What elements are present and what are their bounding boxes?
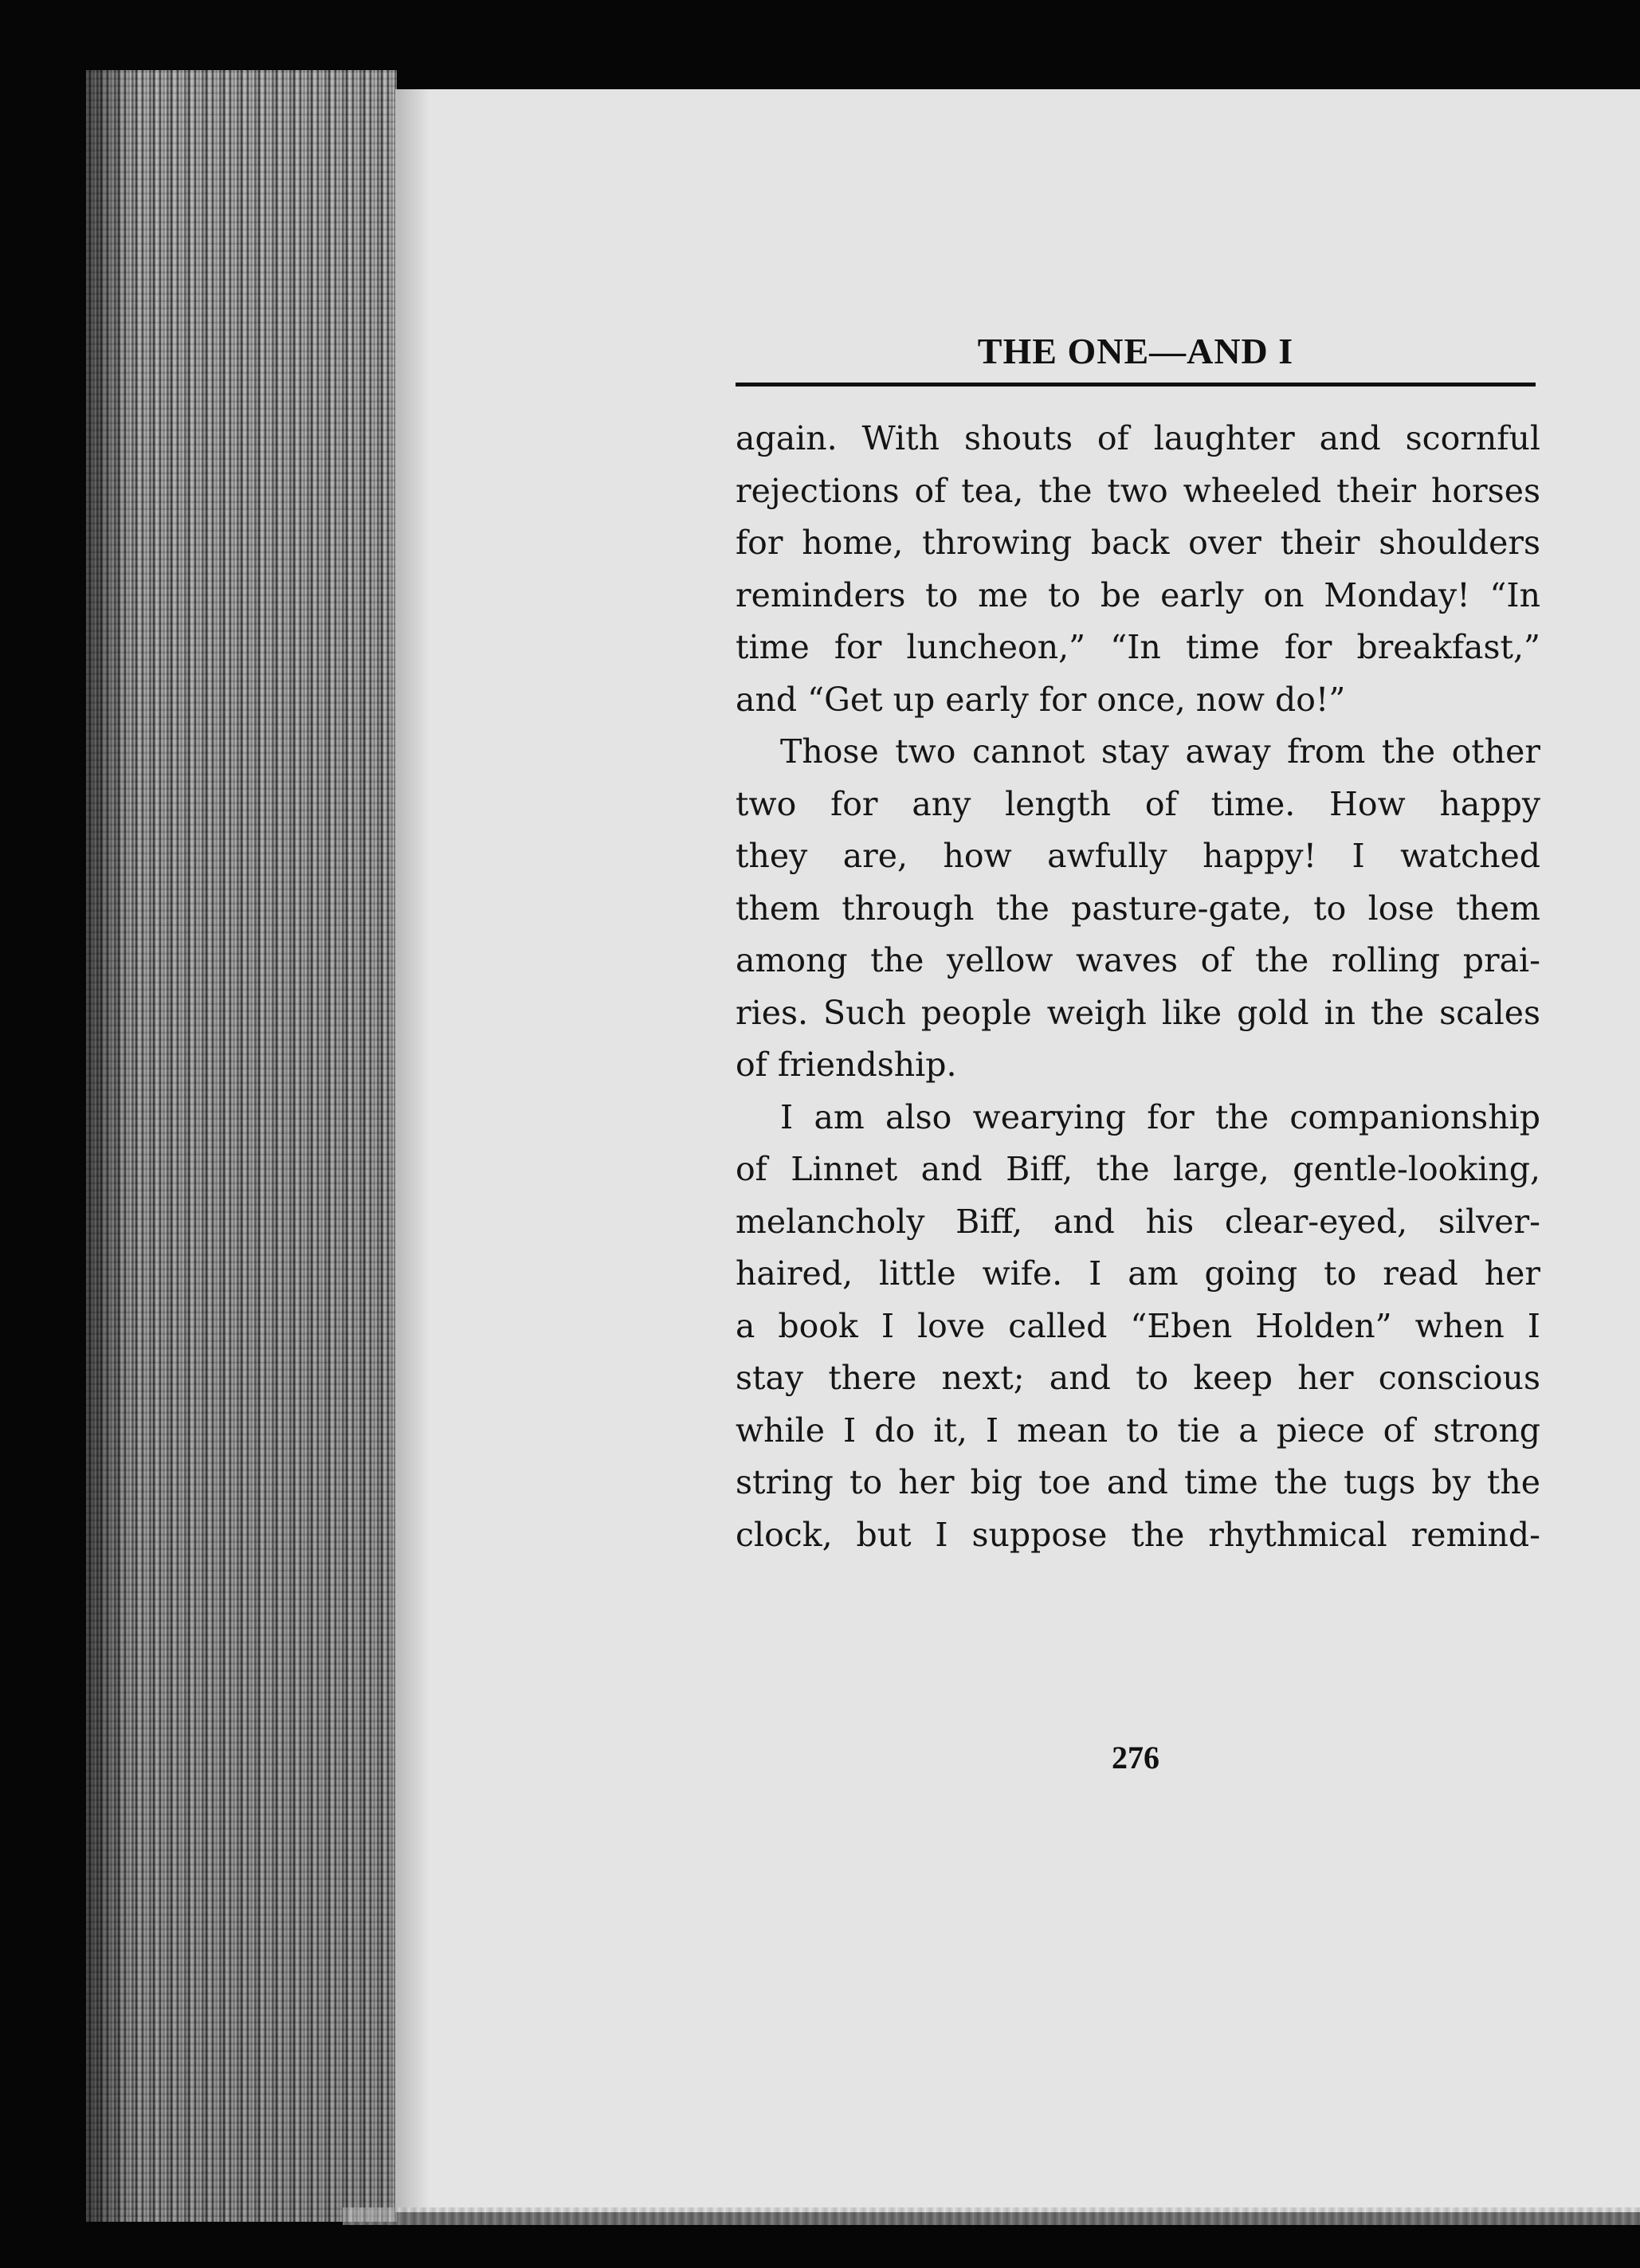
text-line: string to her big toe and time the tugs by the	[736, 1463, 1540, 1501]
text-line: reminders to me to be early on Monday! “In	[736, 575, 1540, 614]
text-line: of Linnet and Biff, the large, gentle-looking,	[736, 1150, 1540, 1188]
text-line: ries. Such people weigh like gold in the scales	[736, 993, 1540, 1032]
text-line: while I do it, I mean to tie a piece of strong	[736, 1411, 1540, 1450]
text-line: Those two cannot stay away from the other	[780, 732, 1540, 771]
body-text	[736, 413, 1540, 1561]
header-rule	[736, 383, 1536, 387]
text-line: haired, little wife. I am going to read her	[736, 1254, 1540, 1293]
text-line: rejections of tea, the two wheeled their horses	[736, 471, 1540, 510]
text-line: they are, how awfully happy! I watched	[736, 837, 1540, 875]
text-line: and “Get up early for once, now do!”	[736, 680, 1346, 719]
bottom-page-edge	[343, 2207, 1640, 2225]
text-line: a book I love called “Eben Holden” when I	[736, 1306, 1540, 1345]
text-line: two for any length of time. How happy	[736, 784, 1540, 823]
text-line: for home, throwing back over their shoulders	[736, 524, 1540, 562]
text-line: of friendship.	[736, 1046, 957, 1084]
text-line: stay there next; and to keep her conscious	[736, 1359, 1540, 1397]
text-line: I am also wearying for the companionship	[780, 1097, 1540, 1136]
text-line: again. With shouts of laughter and scornful	[736, 419, 1540, 457]
running-head: THE ONE—AND I	[977, 331, 1294, 371]
text-line: clock, but I suppose the rhythmical remind-	[736, 1515, 1540, 1554]
page-number: 276	[1112, 1740, 1159, 1776]
text-line: time for luncheon,” “In time for breakfast,”	[736, 628, 1540, 666]
text-line: among the yellow waves of the rolling prai-	[736, 941, 1540, 979]
text-line: them through the pasture-gate, to lose them	[736, 889, 1540, 928]
text-line: melancholy Biff, and his clear-eyed, silver-	[736, 1202, 1540, 1241]
book-page	[395, 89, 1640, 2212]
edge-shadow	[86, 70, 134, 2222]
